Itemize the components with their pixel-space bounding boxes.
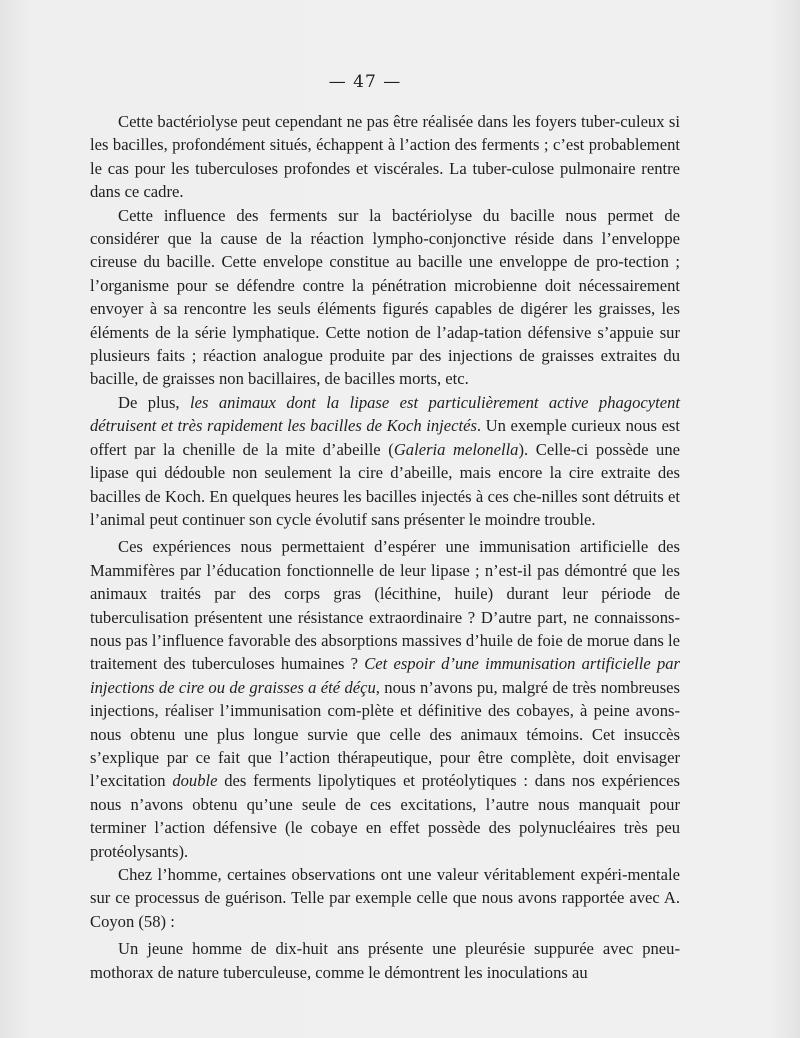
italic-text: double <box>172 771 218 791</box>
text-segment: . Un exemple curieux nous est offert par la chenille de la mite d’abeille ( <box>90 416 680 459</box>
paragraph <box>90 391 680 531</box>
text-segment: Ces expériences nous permettaient d’espérer une immunisation artificielle des Mammifères par l’éducation fonctionnelle de leur lipase ; n’est-il pas démontré que les animaux traités par des corps gras (lécithine, huile) durant leur période de tuberculisation présentent une résistance extraordinaire ? D’autre part, ne connaissons-nous pas l’influence favorable des absorptions massives d’huile de foie de morue dans le traitement des tuberculoses humaines ? <box>90 537 680 674</box>
paragraph <box>90 110 680 204</box>
text-segment: De plus, <box>118 392 190 412</box>
text-segment: Cette influence des ferments sur la bactériolyse du bacille nous permet de considérer que la cause de la réaction lympho-conjonctive réside dans l’enveloppe cireuse du bacille. Cette envelope constitue au bacille une enveloppe de pro-tection ; l’organisme pour se défendre contre la pénétration microbienne doit nécessairement envoyer à sa rencontre les seuls éléments figurés capables de digérer les graisses, les éléments de la série lymphatique. Cette notion de l’adap-tation défensive s’appuie sur plusieurs faits ; réaction analogue produite par des injections de graisses extraites du bacille, de graisses non bacillaires, de bacilles morts, etc. <box>90 205 680 389</box>
text-body <box>90 110 680 984</box>
paragraph <box>90 204 680 391</box>
text-segment: Un jeune homme de dix-huit ans présente une pleurésie suppurée avec pneu-mothorax de nature tuberculeuse, comme le démontrent les inoculations au <box>90 939 680 982</box>
text-segment: ). Celle-ci possède une lipase qui dédouble non seulement la cire d’abeille, mais encore la cire extraite des bacilles de Koch. En quelques heures les bacilles injectés à ces che-nilles sont détruits et l’animal peut continuer son cycle évolutif sans présenter le moindre trouble. <box>90 439 680 529</box>
italic-text: les animaux dont la lipase est particulièrement active phagocytent détruisent et très rapidement les bacilles de Koch injectés <box>90 392 680 436</box>
italic-text: Galeria melonella <box>393 439 519 459</box>
paragraph <box>90 863 680 933</box>
paragraph <box>90 937 680 984</box>
text-segment: Cette bactériolyse peut cependant ne pas être réalisée dans les foyers tuber-culeux si les bacilles, profondément situés, échappent à l’action des ferments ; c’est probablement le cas pour les tuberculoses profondes et viscérales. La tuber-culose pulmonaire rentre dans ce cadre. <box>90 112 680 202</box>
paragraph <box>90 535 680 863</box>
text-segment: , nous n’avons pu, malgré de très nombreuses injections, réaliser l’immunisation com-plète et définitive des cobayes, à peine avons-nous obtenu une plus longue survie que celle des animaux témoins. Cet insuccès s’explique par ce fait que l’action thérapeutique, pour être complète, doit envisager l’excitation <box>90 677 680 791</box>
text-segment: des ferments lipolytiques et protéolytiques : dans nos expériences nous n’avons obtenu qu’une seule de ces excitations, l’autre nous manquait pour terminer l’action défensive (le cobaye en effet possède des polynucléaires très peu protéolysants). <box>90 771 680 861</box>
page-number: — 47 — <box>328 72 402 92</box>
italic-text: Cet espoir d’une immunisation artificielle par injections de cire ou de graisses a été déçu <box>90 654 680 697</box>
text-segment: Chez l’homme, certaines observations ont une valeur véritablement expéri-mentale sur ce processus de guérison. Telle par exemple celle que nous avons rapportée avec A. Coyon (58) : <box>90 865 680 931</box>
